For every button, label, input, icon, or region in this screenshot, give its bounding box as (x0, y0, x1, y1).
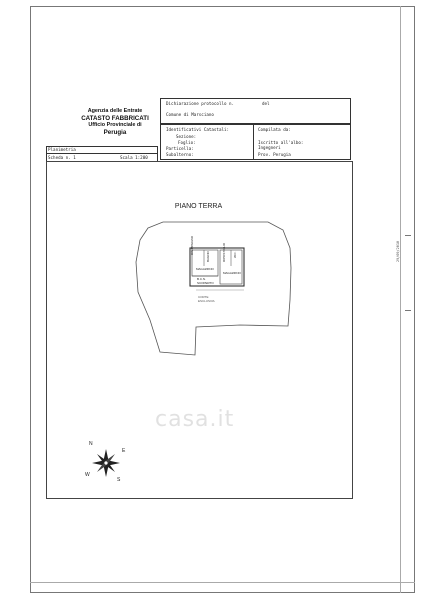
dichiarazione-label: Dichiarazione protocollo n. (166, 101, 235, 106)
room-label-magazzino-right: MAGAZZINO (223, 271, 241, 275)
sezione-label: Sezione: (176, 134, 197, 139)
foglio-label: Foglio: (178, 140, 196, 145)
compass-n: N (89, 441, 93, 447)
agency-line-2: CATASTO FABBRICATI (81, 115, 149, 122)
room-label-corte: CORTE ESCLUSIVA (198, 295, 215, 303)
side-date-mark: 29/09/2010 (396, 240, 400, 262)
lot-boundary (136, 222, 291, 355)
prov-label: Prov. Perugia (258, 152, 291, 157)
subalterno-label: Subalterno: (166, 152, 194, 157)
compilata-label: Compilata da: (258, 127, 291, 132)
identificativi-label: Identificativi Catastali: (166, 127, 230, 132)
comune-label: Comune di Marsciano (166, 112, 214, 117)
compass-e: E (122, 448, 126, 454)
agency-line-4: Perugia (103, 129, 127, 136)
room-label-ripostiglio: RIPOSTIGLIO (222, 242, 226, 262)
planimetria-label: Planimetria (48, 146, 76, 152)
watermark-logo: casa.it (155, 407, 235, 432)
plan-title: PIANO TERRA (174, 203, 223, 210)
scheda-label: Scheda n. 1 (48, 154, 76, 160)
iscritto-label: Iscritto all'albo: (258, 140, 304, 145)
ingegneri-label: Ingegneri (258, 145, 281, 150)
compass-s: S (117, 477, 121, 483)
compass-w: W (85, 472, 90, 478)
room-label-disimpegno: DISIMPEGNO (190, 235, 194, 255)
room-label-bagno: BAGNO (206, 251, 210, 262)
room-label-magazzino-small: MAGAZZINO (196, 267, 214, 271)
scala-label: Scala 1:200 (120, 154, 148, 160)
room-label-scoperto: B.C.N. SCOPERTO (197, 277, 214, 285)
room-label-wc: W.C. (233, 251, 237, 258)
room-left (192, 250, 218, 276)
del-label: del (262, 101, 270, 106)
agency-line-1: Agenzia delle Entrate (87, 108, 143, 114)
compass-rose (92, 449, 120, 477)
particella-label: Particella: (166, 146, 194, 151)
agency-line-3: Ufficio Provinciale di (88, 122, 142, 128)
